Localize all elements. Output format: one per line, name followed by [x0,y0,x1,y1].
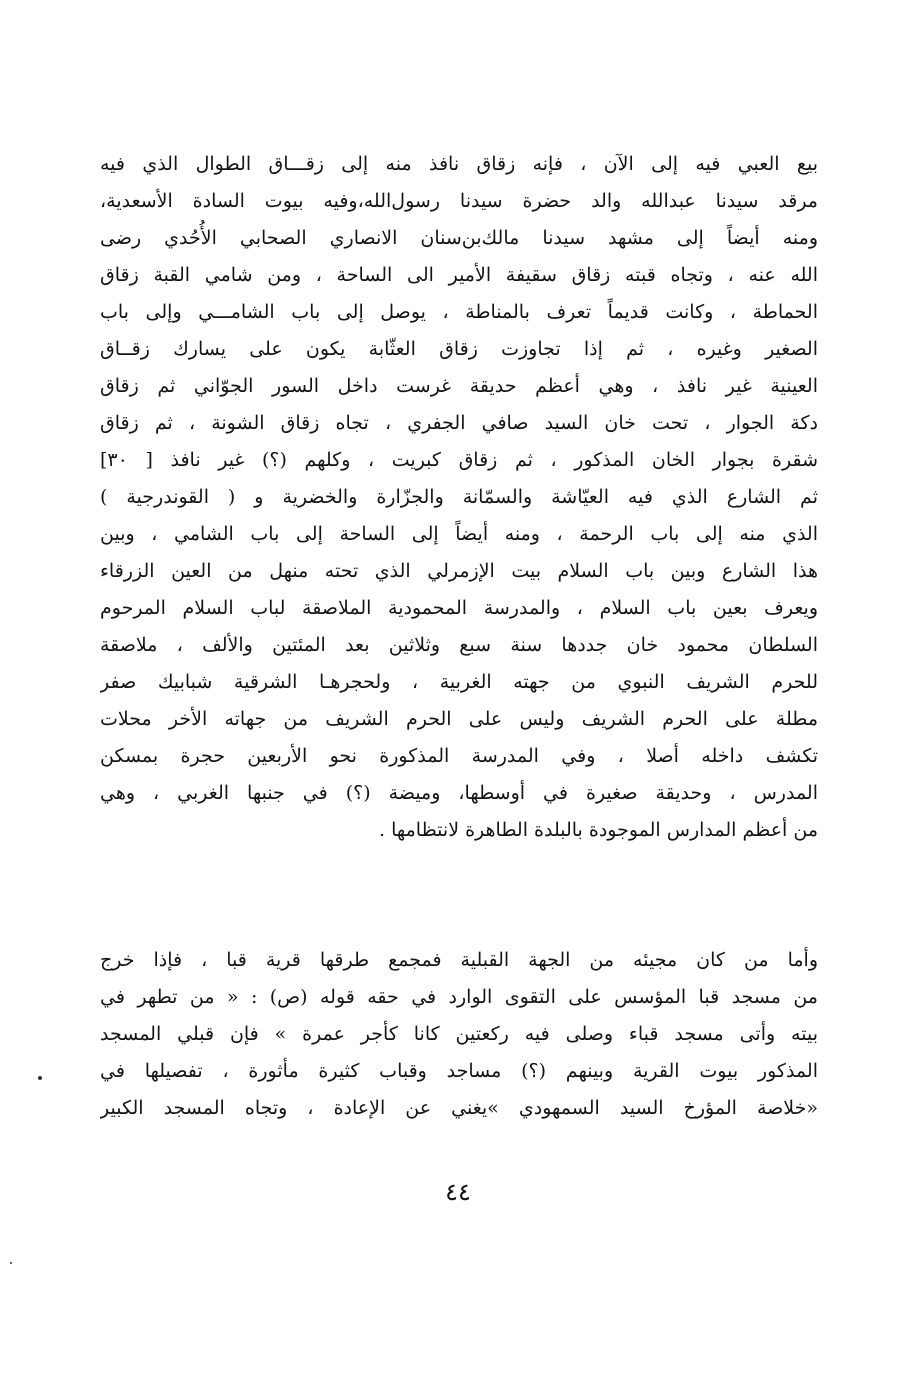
text-line: المذكور بيوت القرية وبينهم (؟) مساجد وقباب كثيرة مأثورة ، تفصيلها في [100,1060,818,1082]
text-line: الحماطة ، وكانت قديماً تعرف بالمناطة ، يوصل إلى باب الشامـــي وإلى باب [100,301,818,323]
text-line: الصغير وغيره ، ثم إذا تجاوزت زقاق العثّابة يكون على يسارك زقــاق [100,338,818,360]
text-line: هذا الشارع وبين باب السلام بيت الإزمرلي الذي تحته منهل من العين الزرقاء [100,560,818,582]
text-line: ومنه أيضاً إلى مشهد سيدنا مالك‌بن‌سنان الانصاري الصحابي الأُحُدي رضى [100,227,818,249]
main-paragraph [100,146,818,849]
text-line: وأما من كان مجيئه من الجهة القبلية فمجمع طرقها قرية قبا ، فإذا خرج [100,949,818,971]
text-line: ثم الشارع الذي فيه العيّاشة والسمّانة والجزّارة والخضرية و ( القوندرجية ) [100,486,818,508]
text-line: من أعظم المدارس الموجودة بالبلدة الطاهرة لانتظامها . [379,819,818,841]
second-paragraph [100,942,818,1127]
text-line: شقرة بجوار الخان المذكور ، ثم زقاق كبريت ، وكلهم (؟) غير نافذ [ ٣٠] [100,449,818,471]
page-number: ٤٤ [445,1178,471,1206]
scan-speck [10,1262,12,1264]
text-line: تكشف داخله أصلا ، وفي المدرسة المذكورة نحو الأربعين حجرة بمسكن [100,745,818,767]
text-line: المدرس ، وحديقة صغيرة في أوسطها، وميضة (؟) في جنبها الغربي ، وهي [100,782,818,804]
text-line: من مسجد قبا المؤسس على التقوى الوارد في حقه قوله (ص) : « من تطهر في [100,986,818,1008]
text-line: الذي منه إلى باب الرحمة ، ومنه أيضاً إلى الساحة إلى باب الشامي ، وبين [100,523,818,545]
scan-speck [38,1076,42,1080]
text-line: «خلاصة المؤرخ السيد السمهودي »يغني عن الإعادة ، وتجاه المسجد الكبير [100,1097,818,1119]
text-line: السلطان محمود خان جددها سنة سبع وثلاثين بعد المئتين والألف ، ملاصقة [100,634,818,656]
text-line: الله عنه ، وتجاه قبته زقاق سقيفة الأمير الى الساحة ، ومن شامي القبة زقاق [100,264,818,286]
text-line: للحرم الشريف النبوي من جهته الغربية ، ولحجرهـا الشرقية شبابيك صفر [100,671,818,693]
text-line: مرقد سيدنا عبدالله والد حضرة سيدنا رسول‌الله،وفيه بيوت السادة الأسعدية، [100,190,818,212]
text-line: العينية غير نافذ ، وهي أعظم حديقة غرست داخل السور الجوّاني ثم زقاق [100,375,818,397]
text-line: بيع العبي فيه إلى الآن ، فإنه زقاق نافذ منه إلى زقـــاق الطوال الذي فيه [100,153,818,175]
text-line: مطلة على الحرم الشريف وليس على الحرم الشريف من جهاته الأخر محلات [100,708,818,730]
text-line: ويعرف بعين باب السلام ، والمدرسة المحمودية الملاصقة لباب السلام المرحوم [100,597,818,619]
text-line: دكة الجوار ، تحت خان السيد صافي الجفري ، تجاه زقاق الشونة ، ثم زقاق [100,412,818,434]
text-line: بيته وأتى مسجد قباء وصلى فيه ركعتين كانا كأجر عمرة » فإن قبلي المسجد [100,1023,818,1045]
